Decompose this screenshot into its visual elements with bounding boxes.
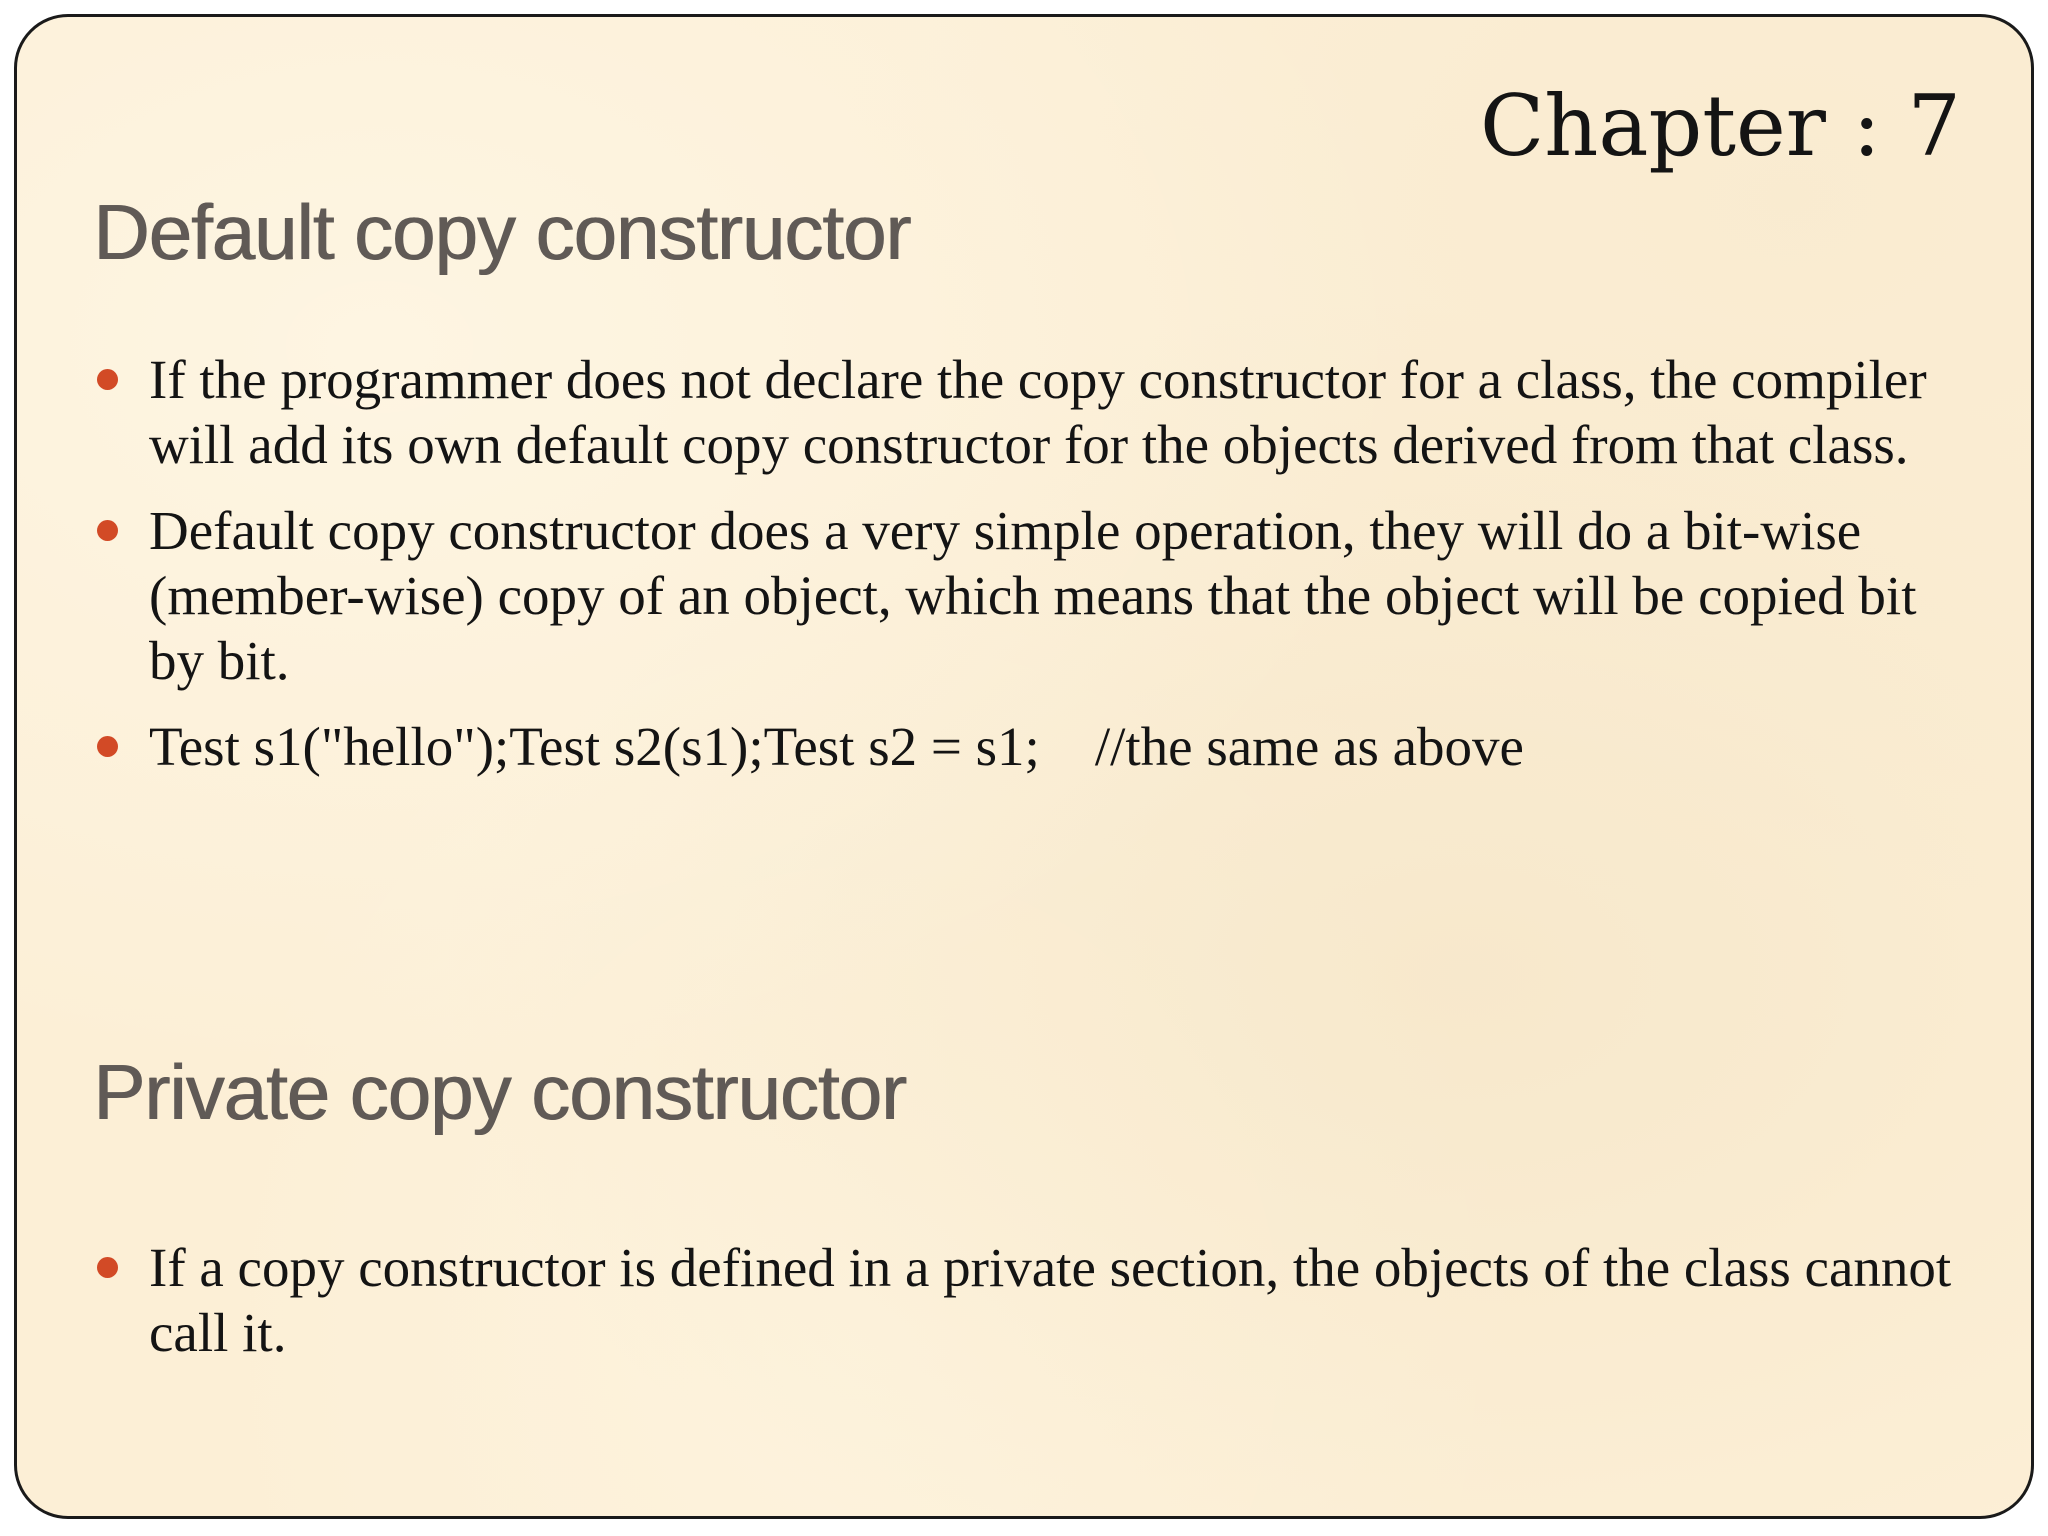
bullet-icon (97, 736, 118, 757)
list-item (89, 347, 1979, 477)
bullet-text: Default copy constructor does a very simple operation, they will do a bit-wise (member-wise) copy of an object, which means that the object will be copied bit by bit. (149, 500, 1917, 691)
bullet-text: If the programmer does not declare the copy constructor for a class, the compiler will add its own default copy constructor for the objects derived from that class. (149, 349, 1927, 475)
section-title-default-copy-constructor: Default copy constructor (93, 188, 911, 276)
bullet-icon (97, 1257, 118, 1278)
code-example-text: Test s1("hello");Test s2(s1);Test s2 = s1; //the same as above (149, 716, 1524, 777)
bullet-text: If a copy constructor is defined in a private section, the objects of the class cannot call it. (149, 1237, 1952, 1363)
slide (14, 14, 2034, 1519)
bullet-icon (97, 369, 118, 390)
chapter-label: Chapter : 7 (1480, 77, 1961, 175)
list-item (89, 1235, 1979, 1365)
list-item (89, 498, 1979, 693)
list-item (89, 714, 1979, 779)
bullet-list-private-copy-constructor (89, 1235, 1979, 1386)
section-title-private-copy-constructor: Private copy constructor (93, 1048, 906, 1136)
bullet-list-default-copy-constructor (89, 347, 1979, 800)
bullet-icon (97, 520, 118, 541)
